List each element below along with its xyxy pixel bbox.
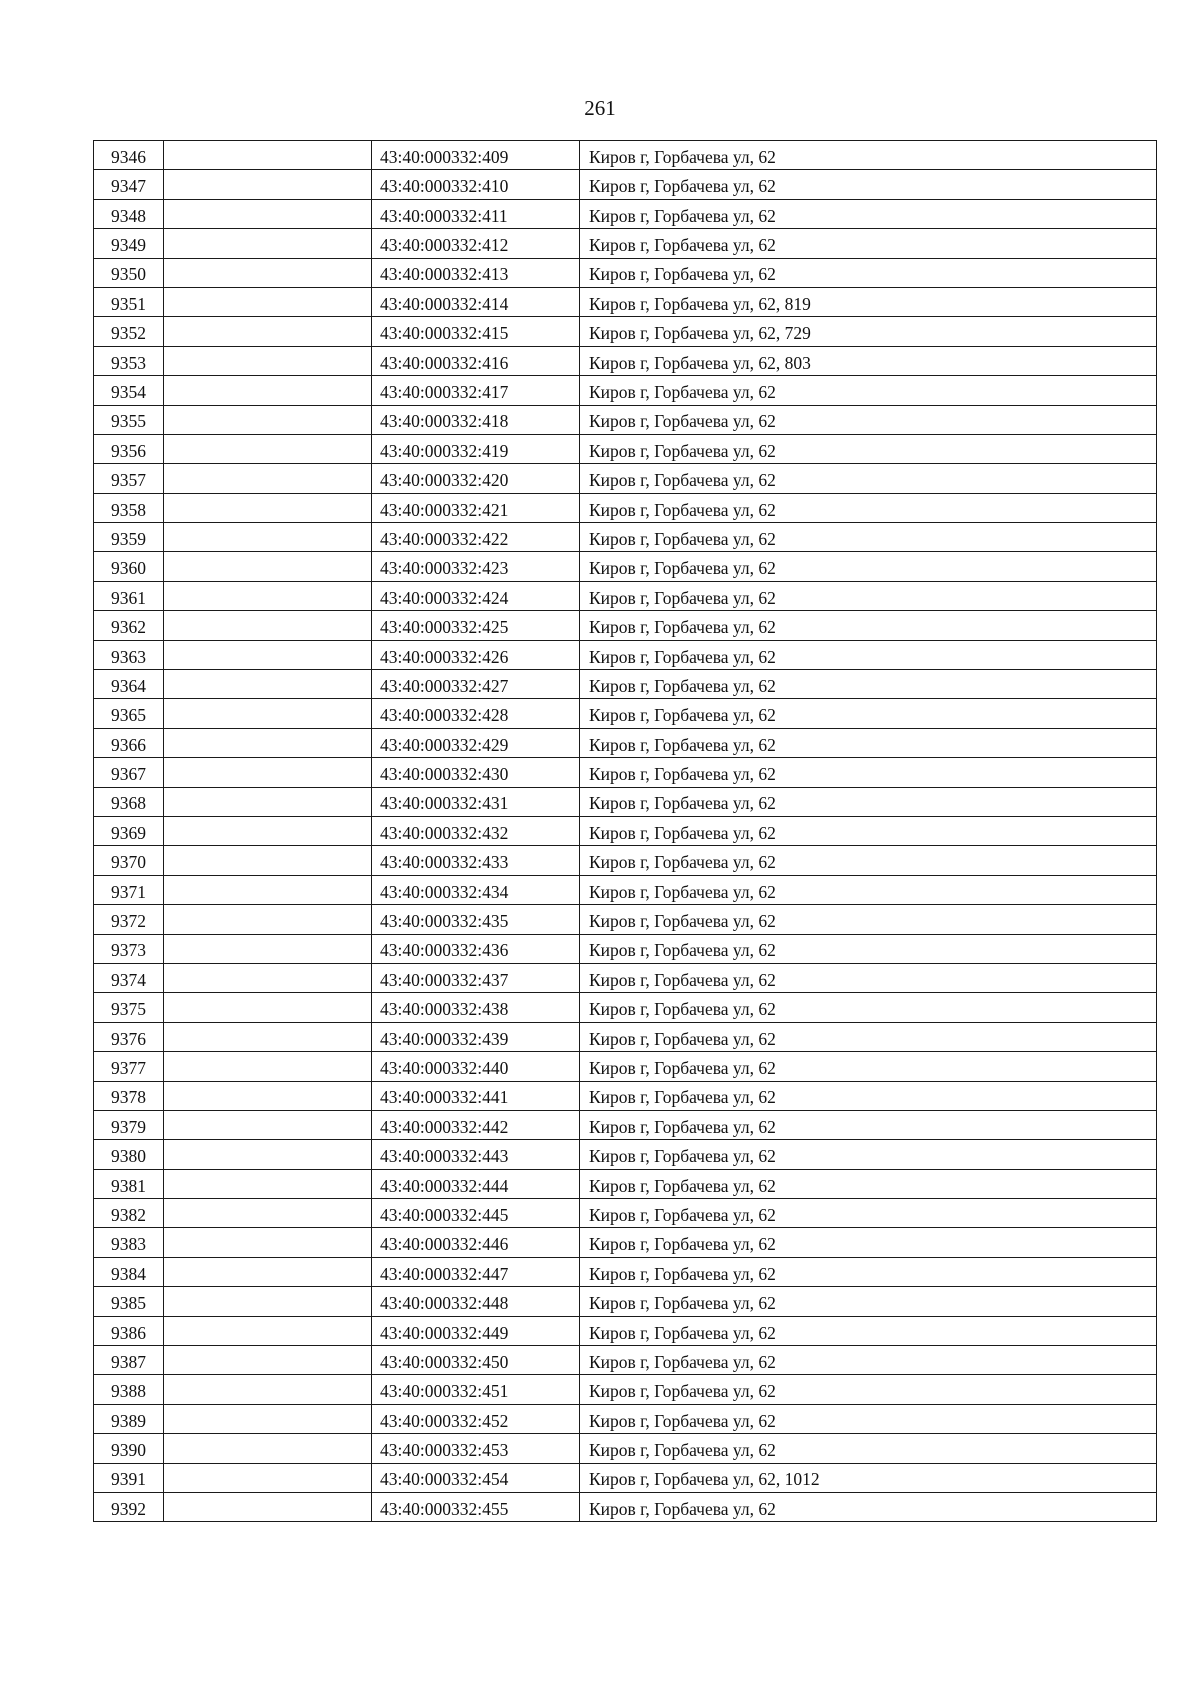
row-number-cell: 9367 xyxy=(94,758,164,787)
table-row xyxy=(94,728,1157,757)
owner-cell xyxy=(164,1228,372,1257)
cadastral-number-cell: 43:40:000332:454 xyxy=(372,1463,580,1492)
row-number-cell: 9360 xyxy=(94,552,164,581)
address-cell: Киров г, Горбачева ул, 62, 803 xyxy=(580,346,1157,375)
cadastral-number-cell: 43:40:000332:417 xyxy=(372,376,580,405)
row-number-cell: 9358 xyxy=(94,493,164,522)
cadastral-number-cell: 43:40:000332:433 xyxy=(372,846,580,875)
cadastral-number-cell: 43:40:000332:444 xyxy=(372,1169,580,1198)
table-row xyxy=(94,170,1157,199)
address-cell: Киров г, Горбачева ул, 62 xyxy=(580,1257,1157,1286)
owner-cell xyxy=(164,1257,372,1286)
table-row xyxy=(94,199,1157,228)
cadastral-number-cell: 43:40:000332:453 xyxy=(372,1434,580,1463)
owner-cell xyxy=(164,963,372,992)
table-row xyxy=(94,523,1157,552)
row-number-cell: 9381 xyxy=(94,1169,164,1198)
owner-cell xyxy=(164,787,372,816)
row-number-cell: 9382 xyxy=(94,1199,164,1228)
row-number-cell: 9350 xyxy=(94,258,164,287)
cadastral-number-cell: 43:40:000332:411 xyxy=(372,199,580,228)
cadastral-number-cell: 43:40:000332:425 xyxy=(372,611,580,640)
row-number-cell: 9354 xyxy=(94,376,164,405)
address-cell: Киров г, Горбачева ул, 62 xyxy=(580,1434,1157,1463)
table-row xyxy=(94,1199,1157,1228)
address-cell: Киров г, Горбачева ул, 62 xyxy=(580,523,1157,552)
table-row xyxy=(94,816,1157,845)
table-row xyxy=(94,699,1157,728)
row-number-cell: 9388 xyxy=(94,1375,164,1404)
cadastral-number-cell: 43:40:000332:440 xyxy=(372,1052,580,1081)
row-number-cell: 9377 xyxy=(94,1052,164,1081)
cadastral-number-cell: 43:40:000332:426 xyxy=(372,640,580,669)
cadastral-number-cell: 43:40:000332:424 xyxy=(372,581,580,610)
owner-cell xyxy=(164,1140,372,1169)
cadastral-number-cell: 43:40:000332:422 xyxy=(372,523,580,552)
table-row xyxy=(94,670,1157,699)
owner-cell xyxy=(164,846,372,875)
address-cell: Киров г, Горбачева ул, 62 xyxy=(580,963,1157,992)
address-cell: Киров г, Горбачева ул, 62 xyxy=(580,581,1157,610)
owner-cell xyxy=(164,670,372,699)
address-cell: Киров г, Горбачева ул, 62 xyxy=(580,640,1157,669)
row-number-cell: 9380 xyxy=(94,1140,164,1169)
address-cell: Киров г, Горбачева ул, 62 xyxy=(580,1492,1157,1521)
table-row xyxy=(94,1287,1157,1316)
owner-cell xyxy=(164,317,372,346)
row-number-cell: 9376 xyxy=(94,1022,164,1051)
table-row xyxy=(94,493,1157,522)
address-cell: Киров г, Горбачева ул, 62 xyxy=(580,1140,1157,1169)
owner-cell xyxy=(164,699,372,728)
cadastral-number-cell: 43:40:000332:418 xyxy=(372,405,580,434)
table-row xyxy=(94,1169,1157,1198)
row-number-cell: 9370 xyxy=(94,846,164,875)
cadastral-number-cell: 43:40:000332:449 xyxy=(372,1316,580,1345)
owner-cell xyxy=(164,934,372,963)
address-cell: Киров г, Горбачева ул, 62 xyxy=(580,552,1157,581)
row-number-cell: 9390 xyxy=(94,1434,164,1463)
owner-cell xyxy=(164,875,372,904)
cadastral-number-cell: 43:40:000332:414 xyxy=(372,287,580,316)
owner-cell xyxy=(164,1052,372,1081)
address-cell: Киров г, Горбачева ул, 62, 729 xyxy=(580,317,1157,346)
owner-cell xyxy=(164,229,372,258)
table-row xyxy=(94,611,1157,640)
table-row xyxy=(94,141,1157,170)
owner-cell xyxy=(164,1316,372,1345)
row-number-cell: 9387 xyxy=(94,1346,164,1375)
cadastral-number-cell: 43:40:000332:430 xyxy=(372,758,580,787)
address-cell: Киров г, Горбачева ул, 62 xyxy=(580,170,1157,199)
table-row xyxy=(94,552,1157,581)
cadastral-number-cell: 43:40:000332:427 xyxy=(372,670,580,699)
row-number-cell: 9369 xyxy=(94,816,164,845)
table-row xyxy=(94,346,1157,375)
cadastral-number-cell: 43:40:000332:443 xyxy=(372,1140,580,1169)
table-row xyxy=(94,640,1157,669)
cadastral-number-cell: 43:40:000332:410 xyxy=(372,170,580,199)
table-row xyxy=(94,875,1157,904)
owner-cell xyxy=(164,258,372,287)
cadastral-number-cell: 43:40:000332:421 xyxy=(372,493,580,522)
address-cell: Киров г, Горбачева ул, 62 xyxy=(580,670,1157,699)
address-cell: Киров г, Горбачева ул, 62 xyxy=(580,258,1157,287)
address-cell: Киров г, Горбачева ул, 62 xyxy=(580,464,1157,493)
cadastral-number-cell: 43:40:000332:455 xyxy=(372,1492,580,1521)
table-row xyxy=(94,376,1157,405)
address-cell: Киров г, Горбачева ул, 62 xyxy=(580,229,1157,258)
row-number-cell: 9364 xyxy=(94,670,164,699)
address-cell: Киров г, Горбачева ул, 62 xyxy=(580,1052,1157,1081)
registry-table xyxy=(93,140,1157,1522)
table-row xyxy=(94,258,1157,287)
row-number-cell: 9392 xyxy=(94,1492,164,1521)
address-cell: Киров г, Горбачева ул, 62 xyxy=(580,758,1157,787)
owner-cell xyxy=(164,199,372,228)
row-number-cell: 9363 xyxy=(94,640,164,669)
address-cell: Киров г, Горбачева ул, 62 xyxy=(580,493,1157,522)
table-row xyxy=(94,1022,1157,1051)
cadastral-number-cell: 43:40:000332:420 xyxy=(372,464,580,493)
owner-cell xyxy=(164,405,372,434)
cadastral-number-cell: 43:40:000332:412 xyxy=(372,229,580,258)
address-cell: Киров г, Горбачева ул, 62 xyxy=(580,141,1157,170)
table-row xyxy=(94,1375,1157,1404)
cadastral-number-cell: 43:40:000332:448 xyxy=(372,1287,580,1316)
row-number-cell: 9374 xyxy=(94,963,164,992)
address-cell: Киров г, Горбачева ул, 62, 1012 xyxy=(580,1463,1157,1492)
row-number-cell: 9355 xyxy=(94,405,164,434)
address-cell: Киров г, Горбачева ул, 62 xyxy=(580,1228,1157,1257)
owner-cell xyxy=(164,581,372,610)
address-cell: Киров г, Горбачева ул, 62 xyxy=(580,1316,1157,1345)
table-row xyxy=(94,581,1157,610)
address-cell: Киров г, Горбачева ул, 62 xyxy=(580,875,1157,904)
owner-cell xyxy=(164,758,372,787)
address-cell: Киров г, Горбачева ул, 62 xyxy=(580,1022,1157,1051)
address-cell: Киров г, Горбачева ул, 62 xyxy=(580,199,1157,228)
table-row xyxy=(94,1140,1157,1169)
address-cell: Киров г, Горбачева ул, 62 xyxy=(580,1375,1157,1404)
row-number-cell: 9349 xyxy=(94,229,164,258)
table-row xyxy=(94,1463,1157,1492)
owner-cell xyxy=(164,346,372,375)
owner-cell xyxy=(164,1199,372,1228)
owner-cell xyxy=(164,640,372,669)
row-number-cell: 9352 xyxy=(94,317,164,346)
owner-cell xyxy=(164,464,372,493)
cadastral-number-cell: 43:40:000332:413 xyxy=(372,258,580,287)
owner-cell xyxy=(164,434,372,463)
table-row xyxy=(94,229,1157,258)
address-cell: Киров г, Горбачева ул, 62 xyxy=(580,699,1157,728)
row-number-cell: 9379 xyxy=(94,1110,164,1139)
cadastral-number-cell: 43:40:000332:415 xyxy=(372,317,580,346)
row-number-cell: 9361 xyxy=(94,581,164,610)
owner-cell xyxy=(164,1287,372,1316)
address-cell: Киров г, Горбачева ул, 62 xyxy=(580,934,1157,963)
owner-cell xyxy=(164,493,372,522)
cadastral-number-cell: 43:40:000332:432 xyxy=(372,816,580,845)
row-number-cell: 9366 xyxy=(94,728,164,757)
address-cell: Киров г, Горбачева ул, 62 xyxy=(580,728,1157,757)
cadastral-number-cell: 43:40:000332:447 xyxy=(372,1257,580,1286)
cadastral-number-cell: 43:40:000332:429 xyxy=(372,728,580,757)
table-row xyxy=(94,846,1157,875)
owner-cell xyxy=(164,1434,372,1463)
owner-cell xyxy=(164,523,372,552)
table-row xyxy=(94,993,1157,1022)
address-cell: Киров г, Горбачева ул, 62 xyxy=(580,1169,1157,1198)
cadastral-number-cell: 43:40:000332:452 xyxy=(372,1404,580,1433)
row-number-cell: 9351 xyxy=(94,287,164,316)
row-number-cell: 9353 xyxy=(94,346,164,375)
row-number-cell: 9373 xyxy=(94,934,164,963)
row-number-cell: 9359 xyxy=(94,523,164,552)
cadastral-number-cell: 43:40:000332:431 xyxy=(372,787,580,816)
table-row xyxy=(94,1404,1157,1433)
cadastral-number-cell: 43:40:000332:439 xyxy=(372,1022,580,1051)
row-number-cell: 9365 xyxy=(94,699,164,728)
row-number-cell: 9385 xyxy=(94,1287,164,1316)
table-row xyxy=(94,1081,1157,1110)
row-number-cell: 9357 xyxy=(94,464,164,493)
page-number: 261 xyxy=(584,96,616,120)
row-number-cell: 9384 xyxy=(94,1257,164,1286)
row-number-cell: 9362 xyxy=(94,611,164,640)
row-number-cell: 9386 xyxy=(94,1316,164,1345)
cadastral-number-cell: 43:40:000332:446 xyxy=(372,1228,580,1257)
owner-cell xyxy=(164,1022,372,1051)
cadastral-number-cell: 43:40:000332:434 xyxy=(372,875,580,904)
owner-cell xyxy=(164,552,372,581)
owner-cell xyxy=(164,141,372,170)
cadastral-number-cell: 43:40:000332:441 xyxy=(372,1081,580,1110)
address-cell: Киров г, Горбачева ул, 62 xyxy=(580,846,1157,875)
owner-cell xyxy=(164,1404,372,1433)
cadastral-number-cell: 43:40:000332:451 xyxy=(372,1375,580,1404)
owner-cell xyxy=(164,1346,372,1375)
table-row xyxy=(94,434,1157,463)
table-row xyxy=(94,1346,1157,1375)
owner-cell xyxy=(164,1492,372,1521)
address-cell: Киров г, Горбачева ул, 62 xyxy=(580,1081,1157,1110)
table-row xyxy=(94,963,1157,992)
row-number-cell: 9346 xyxy=(94,141,164,170)
address-cell: Киров г, Горбачева ул, 62 xyxy=(580,905,1157,934)
cadastral-number-cell: 43:40:000332:428 xyxy=(372,699,580,728)
row-number-cell: 9347 xyxy=(94,170,164,199)
row-number-cell: 9348 xyxy=(94,199,164,228)
owner-cell xyxy=(164,1463,372,1492)
address-cell: Киров г, Горбачева ул, 62 xyxy=(580,1404,1157,1433)
table-row xyxy=(94,1228,1157,1257)
cadastral-number-cell: 43:40:000332:416 xyxy=(372,346,580,375)
address-cell: Киров г, Горбачева ул, 62 xyxy=(580,1199,1157,1228)
address-cell: Киров г, Горбачева ул, 62, 819 xyxy=(580,287,1157,316)
address-cell: Киров г, Горбачева ул, 62 xyxy=(580,1110,1157,1139)
owner-cell xyxy=(164,993,372,1022)
table-row xyxy=(94,1257,1157,1286)
table-row xyxy=(94,787,1157,816)
table-row xyxy=(94,1492,1157,1521)
cadastral-number-cell: 43:40:000332:435 xyxy=(372,905,580,934)
row-number-cell: 9368 xyxy=(94,787,164,816)
table-row xyxy=(94,405,1157,434)
row-number-cell: 9356 xyxy=(94,434,164,463)
cadastral-number-cell: 43:40:000332:438 xyxy=(372,993,580,1022)
address-cell: Киров г, Горбачева ул, 62 xyxy=(580,434,1157,463)
owner-cell xyxy=(164,170,372,199)
cadastral-number-cell: 43:40:000332:409 xyxy=(372,141,580,170)
address-cell: Киров г, Горбачева ул, 62 xyxy=(580,993,1157,1022)
cadastral-number-cell: 43:40:000332:436 xyxy=(372,934,580,963)
owner-cell xyxy=(164,1081,372,1110)
owner-cell xyxy=(164,376,372,405)
row-number-cell: 9391 xyxy=(94,1463,164,1492)
table-row xyxy=(94,287,1157,316)
row-number-cell: 9378 xyxy=(94,1081,164,1110)
owner-cell xyxy=(164,1169,372,1198)
cadastral-number-cell: 43:40:000332:445 xyxy=(372,1199,580,1228)
address-cell: Киров г, Горбачева ул, 62 xyxy=(580,405,1157,434)
table-row xyxy=(94,1316,1157,1345)
row-number-cell: 9372 xyxy=(94,905,164,934)
owner-cell xyxy=(164,611,372,640)
table-row xyxy=(94,758,1157,787)
address-cell: Киров г, Горбачева ул, 62 xyxy=(580,376,1157,405)
address-cell: Киров г, Горбачева ул, 62 xyxy=(580,816,1157,845)
table-row xyxy=(94,1052,1157,1081)
table-row xyxy=(94,464,1157,493)
owner-cell xyxy=(164,1375,372,1404)
row-number-cell: 9389 xyxy=(94,1404,164,1433)
cadastral-number-cell: 43:40:000332:437 xyxy=(372,963,580,992)
cadastral-number-cell: 43:40:000332:450 xyxy=(372,1346,580,1375)
address-cell: Киров г, Горбачева ул, 62 xyxy=(580,787,1157,816)
table-row xyxy=(94,1434,1157,1463)
address-cell: Киров г, Горбачева ул, 62 xyxy=(580,1346,1157,1375)
cadastral-number-cell: 43:40:000332:442 xyxy=(372,1110,580,1139)
row-number-cell: 9371 xyxy=(94,875,164,904)
table-row xyxy=(94,905,1157,934)
row-number-cell: 9375 xyxy=(94,993,164,1022)
owner-cell xyxy=(164,728,372,757)
row-number-cell: 9383 xyxy=(94,1228,164,1257)
table-row xyxy=(94,317,1157,346)
cadastral-number-cell: 43:40:000332:419 xyxy=(372,434,580,463)
table-row xyxy=(94,934,1157,963)
owner-cell xyxy=(164,287,372,316)
cadastral-number-cell: 43:40:000332:423 xyxy=(372,552,580,581)
owner-cell xyxy=(164,905,372,934)
owner-cell xyxy=(164,816,372,845)
table-row xyxy=(94,1110,1157,1139)
address-cell: Киров г, Горбачева ул, 62 xyxy=(580,611,1157,640)
owner-cell xyxy=(164,1110,372,1139)
table-body xyxy=(94,141,1157,1522)
address-cell: Киров г, Горбачева ул, 62 xyxy=(580,1287,1157,1316)
